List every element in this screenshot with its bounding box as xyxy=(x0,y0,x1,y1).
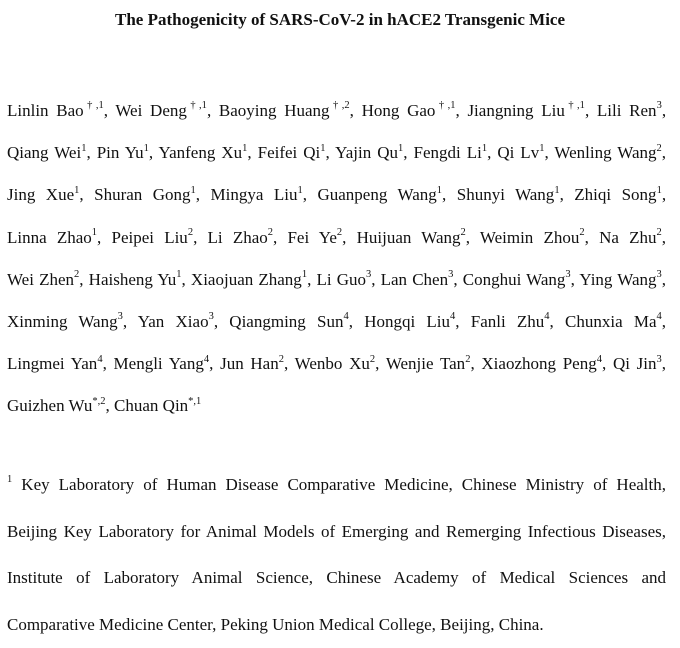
author-affiliation-marker: 4 xyxy=(343,311,349,323)
author-affiliation-marker: 4 xyxy=(596,353,602,365)
author-name: Qiangming Sun xyxy=(229,312,344,332)
author-affiliation-marker: *,1 xyxy=(188,395,202,407)
author-name: Qi Jin xyxy=(612,354,657,374)
author-name: Hongqi Liu xyxy=(364,312,451,332)
author-name: Shuran Gong xyxy=(94,185,191,205)
author: Jiangning Liu$^{\dagger,1}$, xyxy=(467,100,590,120)
author: Jing Xue$^1$, xyxy=(7,184,84,205)
author-affiliation-marker: †,1 xyxy=(83,100,104,112)
author: Jun Han$^2$, xyxy=(220,353,289,374)
author-name: Baoying Huang xyxy=(218,101,330,120)
author-name: Linlin Bao xyxy=(7,101,84,120)
author-affiliation-marker: 2 xyxy=(579,226,585,238)
author-name: Hong Gao xyxy=(361,101,436,120)
author-name: Fengdi Li xyxy=(413,143,482,163)
author-affiliation-marker: 1 xyxy=(176,269,182,281)
author: Yajin Qu$^1$, xyxy=(335,142,408,163)
author-affiliation-marker: 2 xyxy=(460,226,466,238)
author-name: Shunyi Wang xyxy=(456,185,555,205)
author-name: Zhiqi Song xyxy=(574,185,657,205)
author-affiliation-marker: 1 xyxy=(539,142,545,154)
author xyxy=(114,396,201,415)
author-name: Feifei Qi xyxy=(257,143,321,163)
author-name: Wenbo Xu xyxy=(294,354,370,374)
author: Xinming Wang$^3$, xyxy=(7,311,128,332)
author-name: Qi Lv xyxy=(497,143,540,163)
author-affiliation-marker: 1 xyxy=(297,184,303,196)
author: Weimin Zhou$^2$, xyxy=(479,226,589,247)
author: Shuran Gong$^1$, xyxy=(94,184,201,205)
author: Pin Yu$^1$, xyxy=(96,142,154,163)
author-affiliation-marker: †,1 xyxy=(186,100,207,112)
author-affiliation-marker: 3 xyxy=(208,311,214,323)
author-affiliation-marker: 1 xyxy=(242,142,248,154)
author-affiliation-marker: 1 xyxy=(554,184,560,196)
author-affiliation-marker: 4 xyxy=(97,353,103,365)
author: Haisheng Yu$^1$, xyxy=(88,269,186,289)
author: Hong Gao$^{\dagger,1}$, xyxy=(361,100,460,120)
author-name: Jun Han xyxy=(220,354,279,374)
author-affiliation-marker: 1 xyxy=(74,184,80,196)
affiliation-text: Key Laboratory of Human Disease Comparative Medicine, Chinese Ministry of Health, Beijing Key Laboratory for Animal Models of Emerging and Remerging Infectious Diseases, Institute of Laboratory Animal Science, Chinese Academy of Medical Sciences and Comparative Medicine Center, Peking Union Medical College, Beijing, China. xyxy=(7,475,666,634)
author-name: Yajin Qu xyxy=(335,143,398,163)
author-name: Peipei Liu xyxy=(111,227,188,247)
author: Qiangming Sun$^4$, xyxy=(229,311,353,332)
affiliation-1 xyxy=(7,462,666,648)
author-name: Linna Zhao xyxy=(7,227,92,247)
author-name: Huijuan Wang xyxy=(356,227,461,247)
author-affiliation-marker: 1 xyxy=(190,184,196,196)
author-name: Mingya Liu xyxy=(210,185,298,205)
author-name: Xinming Wang xyxy=(7,312,118,332)
author: Li Zhao$^2$, xyxy=(207,226,278,247)
author-affiliation-marker: 1 xyxy=(81,142,87,154)
author: Lingmei Yan$^4$, xyxy=(7,353,107,374)
author-name: Fei Ye xyxy=(287,227,337,247)
author: Conghui Wang$^3$, xyxy=(462,269,575,289)
author-name: Guizhen Wu xyxy=(7,396,93,416)
author: Qi Jin$^3$, xyxy=(612,353,666,374)
author-affiliation-marker: 1 xyxy=(481,142,488,154)
author: Xiaojuan Zhang$^1$, xyxy=(190,269,312,289)
author-name: Wei Zhen xyxy=(7,269,75,289)
author: Ying Wang$^3$, xyxy=(579,269,666,289)
author-affiliation-marker: 3 xyxy=(365,269,372,281)
author-name: Na Zhu xyxy=(599,227,657,247)
author: Yanfeng Xu$^1$, xyxy=(158,142,252,163)
author-name: Jiangning Liu xyxy=(467,101,565,120)
author: Baoying Huang$^{\dagger,2}$, xyxy=(218,100,354,120)
author-name: Chunxia Ma xyxy=(565,312,657,332)
author-affiliation-marker: 3 xyxy=(656,269,662,281)
paper-title: The Pathogenicity of SARS-CoV-2 in hACE2 Transgenic Mice xyxy=(114,10,566,29)
author-name: Fanli Zhu xyxy=(470,312,545,332)
author-name: Yan Xiao xyxy=(137,312,209,332)
author-affiliation-marker: 1 xyxy=(91,226,98,238)
author-list xyxy=(7,90,666,428)
author-name: Lili Ren xyxy=(596,101,657,120)
author-affiliation-marker: 1 xyxy=(397,142,404,154)
author-affiliation-marker: 2 xyxy=(267,226,274,238)
author-name: Lingmei Yan xyxy=(7,354,98,374)
author: Guanpeng Wang$^1$, xyxy=(317,184,447,205)
author: Zhiqi Song$^1$, xyxy=(574,184,667,205)
author-affiliation-marker: 4 xyxy=(203,353,210,365)
author-name: Xiaojuan Zhang xyxy=(190,269,302,289)
author: Li Guo$^3$, xyxy=(316,269,376,289)
author: Yan Xiao$^3$, xyxy=(137,311,219,332)
author-name: Yanfeng Xu xyxy=(158,143,243,163)
author: Chunxia Ma$^4$, xyxy=(565,311,667,332)
author: Peipei Liu$^2$, xyxy=(111,226,198,247)
author: Wenbo Xu$^2$, xyxy=(294,353,380,374)
affiliation-marker: 1 xyxy=(7,474,13,486)
author-affiliation-marker: †,1 xyxy=(564,100,585,112)
author-affiliation-marker: 2 xyxy=(336,226,343,238)
author: Mingya Liu$^1$, xyxy=(210,184,307,205)
author-name: Weimin Zhou xyxy=(479,227,580,247)
author-affiliation-marker: 4 xyxy=(544,311,550,323)
author-name: Mengli Yang xyxy=(113,354,204,374)
author: Guizhen $Wu^{*,2}$, xyxy=(7,395,110,416)
author: Shunyi Wang$^1$, xyxy=(456,184,564,205)
author: Na Zhu$^2$, xyxy=(599,226,667,247)
author-affiliation-marker: 3 xyxy=(448,269,454,281)
author-affiliation-marker: 2 xyxy=(187,226,194,238)
author: Wei Deng$^{\dagger,1}$, xyxy=(115,100,212,120)
author: Fei Ye$^2$, xyxy=(287,226,347,247)
author-name: Li Zhao xyxy=(207,227,268,247)
author-name: Pin Yu xyxy=(96,143,144,163)
author-affiliation-marker: 3 xyxy=(656,353,662,365)
author: Linna Zhao$^1$, xyxy=(7,226,102,247)
author-affiliation-marker: 2 xyxy=(278,353,284,365)
author-name: Wenling Wang xyxy=(554,143,657,163)
author: Lili Ren$^3$, xyxy=(596,100,667,120)
author: Fanli Zhu$^4$, xyxy=(470,311,554,332)
author-affiliation-marker: 4 xyxy=(450,311,456,323)
author-name: Li Guo xyxy=(316,269,366,289)
author-affiliation-marker: 3 xyxy=(565,269,571,281)
author: Qi Lv$^1$, xyxy=(497,142,549,163)
author-name: Qiang Wei xyxy=(7,143,82,163)
author: Hongqi Liu$^4$, xyxy=(364,311,460,332)
author-name: Lan Chen xyxy=(380,269,449,289)
author-name: Guanpeng Wang xyxy=(317,185,437,205)
author-affiliation-marker: 2 xyxy=(656,142,662,154)
author-affiliation-marker: 4 xyxy=(656,311,662,323)
author: Wenling Wang$^2$, xyxy=(554,142,667,163)
author-affiliation-marker: 1 xyxy=(436,184,442,196)
author: Linlin Bao$^{\dagger,1}$, xyxy=(7,100,108,120)
author-affiliation-marker: 1 xyxy=(143,142,149,154)
author-affiliation-marker: 2 xyxy=(656,226,662,238)
author-name: Jing Xue xyxy=(7,185,75,205)
author-affiliation-marker: 1 xyxy=(320,142,326,154)
author-name: Ying Wang xyxy=(579,269,657,289)
author: Lan Chen$^3$, xyxy=(380,269,458,289)
author-affiliation-marker: 2 xyxy=(74,269,80,281)
author-name: Conghui Wang xyxy=(462,269,566,289)
author-affiliation-marker: *,2 xyxy=(92,395,106,407)
author-affiliation-marker: 1 xyxy=(656,184,662,196)
author-name: Chuan Qin xyxy=(114,396,189,416)
author-affiliation-marker: 2 xyxy=(369,353,376,365)
author: Wei Zhen$^2$, xyxy=(7,269,84,289)
author: Huijuan Wang$^2$, xyxy=(356,226,470,247)
author: Xiaozhong Peng$^4$, xyxy=(481,353,607,374)
author-affiliation-marker: 2 xyxy=(465,353,471,365)
author-name: Haisheng Yu xyxy=(88,269,177,289)
author-affiliation-marker: †,2 xyxy=(329,100,350,112)
author-name: Wenjie Tan xyxy=(385,354,466,374)
author: Wenjie Tan$^2$, xyxy=(385,353,475,374)
author: Qiang Wei$^1$, xyxy=(7,142,91,163)
author: Fengdi Li$^1$, xyxy=(413,142,492,163)
author-affiliation-marker: 3 xyxy=(117,311,123,323)
author-name: Xiaozhong Peng xyxy=(481,354,597,374)
author: Feifei Qi$^1$, xyxy=(257,142,330,163)
author-name: Wei Deng xyxy=(115,101,187,120)
author-affiliation-marker: 3 xyxy=(656,100,662,112)
author-affiliation-marker: 1 xyxy=(301,269,308,281)
author: Mengli Yang$^4$, xyxy=(113,353,214,374)
author-affiliation-marker: †,1 xyxy=(435,100,456,112)
